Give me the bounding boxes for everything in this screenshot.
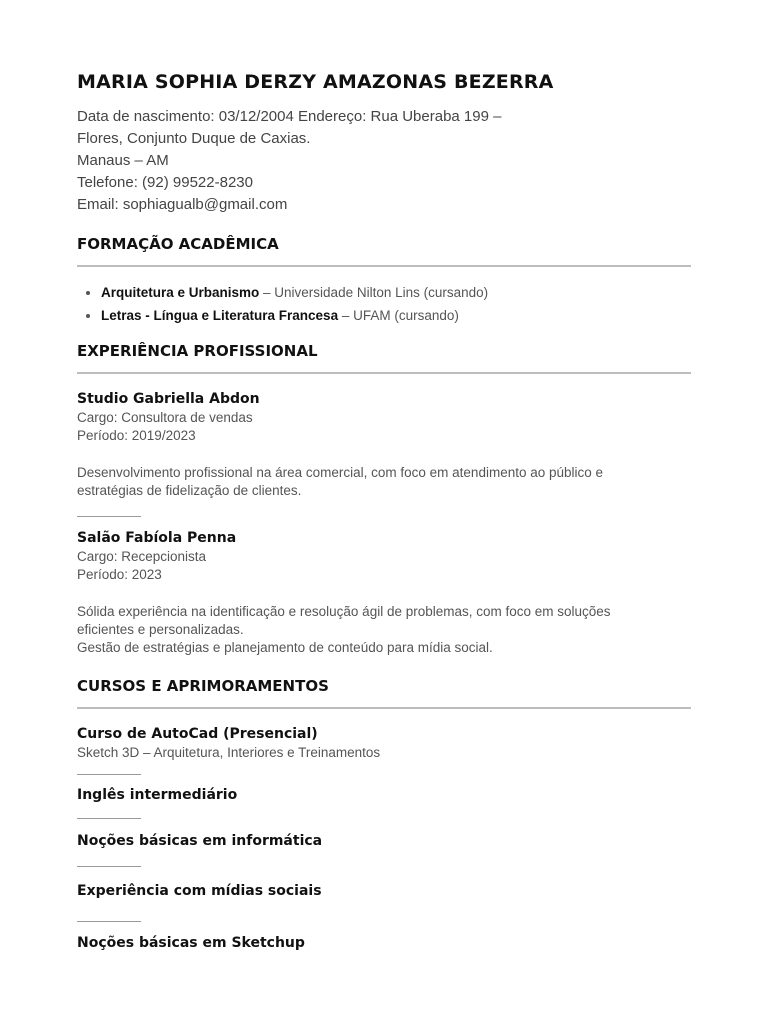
course-detail: – Universidade Nilton Lins (cursando) <box>259 285 489 300</box>
section-divider <box>77 707 691 709</box>
email: Email: sophiagualb@gmail.com <box>77 196 288 213</box>
course-entry <box>77 832 691 851</box>
entry-divider <box>77 818 141 819</box>
course-entry <box>77 934 691 953</box>
city: Manaus – AM <box>77 152 169 169</box>
address-line-1: Data de nascimento: 03/12/2004 Endereço: Rua Uberaba 199 – <box>77 108 502 125</box>
description-line: Desenvolvimento profissional na área comercial, com foco em atendimento ao público e <box>77 465 604 480</box>
course-name: Letras - Língua e Literatura Francesa <box>101 308 339 323</box>
address-line-2: Flores, Conjunto Duque de Caxias. <box>77 130 311 147</box>
course-detail: – UFAM (cursando) <box>338 308 459 323</box>
candidate-name: MARIA SOPHIA DERZY AMAZONAS BEZERRA <box>77 71 554 93</box>
description-line: Gestão de estratégias e planejamento de conteúdo para mídia social. <box>77 640 493 655</box>
description-line: Sólida experiência na identificação e resolução ágil de problemas, com foco em soluções <box>77 604 611 619</box>
list-item <box>101 281 691 304</box>
list-item <box>101 304 691 327</box>
contact-block <box>77 106 691 216</box>
entry-divider <box>77 866 141 867</box>
company-name: Salão Fabíola Penna <box>77 530 237 546</box>
resume-page <box>77 68 691 953</box>
education-title: FORMAÇÃO ACADÊMICA <box>77 235 279 253</box>
phone: Telefone: (92) 99522-8230 <box>77 174 253 191</box>
courses-title: CURSOS E APRIMORAMENTOS <box>77 677 329 695</box>
job-period: Período: 2023 <box>77 567 162 582</box>
course-subtitle: Sketch 3D – Arquitetura, Interiores e Treinamentos <box>77 745 381 760</box>
courses-section <box>77 676 691 953</box>
course-title: Noções básicas em informática <box>77 833 323 849</box>
experience-section <box>77 341 691 657</box>
section-divider <box>77 265 691 267</box>
course-title: Curso de AutoCad (Presencial) <box>77 726 318 742</box>
experience-title: EXPERIÊNCIA PROFISSIONAL <box>77 342 318 360</box>
course-title: Inglês intermediário <box>77 787 238 803</box>
job-entry <box>77 529 691 657</box>
course-title: Experiência com mídias sociais <box>77 883 322 899</box>
description-line: estratégias de fidelização de clientes. <box>77 483 302 498</box>
job-role: Cargo: Consultora de vendas <box>77 410 253 425</box>
entry-divider <box>77 774 141 775</box>
course-entry <box>77 786 691 805</box>
course-entry <box>77 725 691 762</box>
entry-divider <box>77 921 141 922</box>
job-description <box>77 603 691 657</box>
job-period: Período: 2019/2023 <box>77 428 196 443</box>
course-name: Arquitetura e Urbanismo <box>101 285 260 300</box>
section-divider <box>77 372 691 374</box>
course-title: Noções básicas em Sketchup <box>77 935 305 951</box>
job-entry <box>77 390 691 500</box>
job-description <box>77 464 691 500</box>
description-line: eficientes e personalizadas. <box>77 622 244 637</box>
company-name: Studio Gabriella Abdon <box>77 391 260 407</box>
education-section <box>77 234 691 327</box>
education-list <box>77 281 691 327</box>
entry-divider <box>77 516 141 517</box>
job-role: Cargo: Recepcionista <box>77 549 207 564</box>
course-entry <box>77 882 691 901</box>
